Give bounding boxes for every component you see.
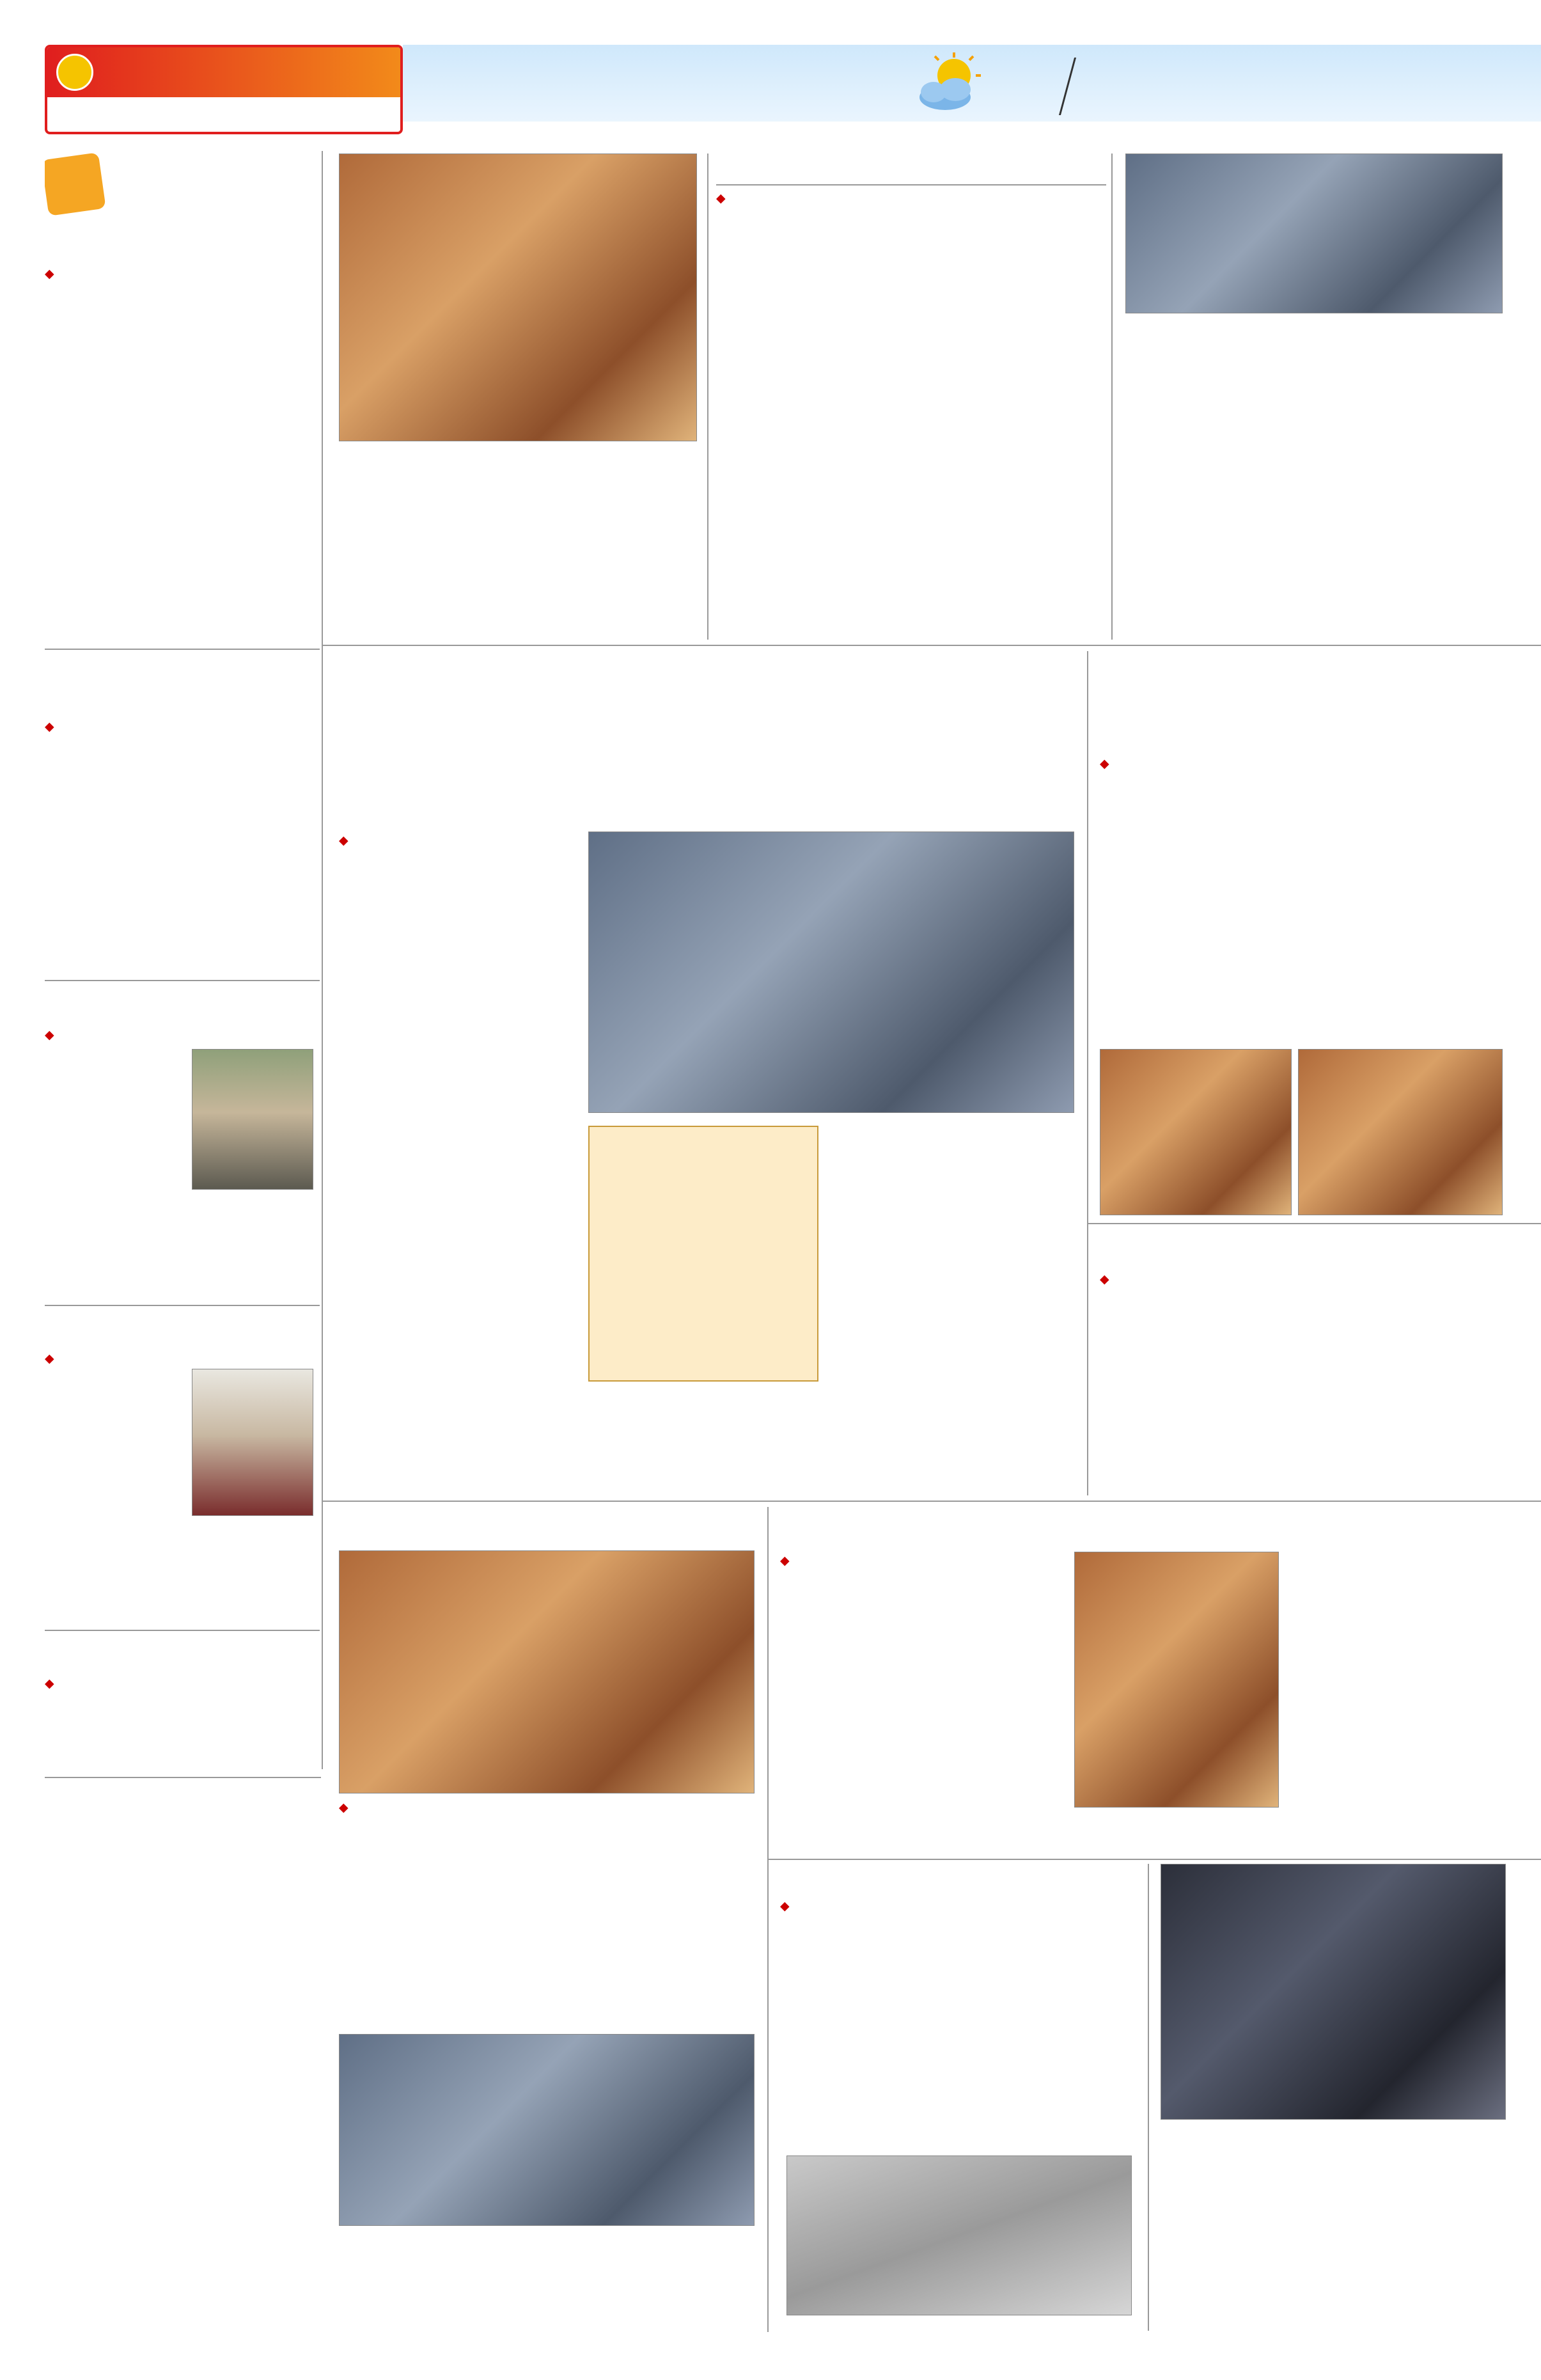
top-row-rule-1 (707, 154, 708, 640)
skating-top-rule (769, 1859, 1541, 1860)
devi-pooja-headline (339, 1507, 767, 1545)
artists-photo (1074, 1552, 1279, 1808)
karmika-headline-rule (716, 184, 1106, 185)
bjp-mahila-body: ◆ (1100, 757, 1109, 771)
info-box (588, 1126, 818, 1382)
logo-emblem-icon (56, 54, 93, 91)
kirusuddi-label (109, 165, 237, 203)
brief-body-3: ◆ (45, 1028, 54, 1042)
nursing-college-photo (339, 2034, 755, 2226)
logo-banner (47, 47, 400, 97)
page-number (201, 109, 329, 134)
caste-census-caption (339, 446, 697, 638)
missing-person-photo-1 (192, 1049, 313, 1190)
wrestling-photo (1161, 1864, 1506, 2120)
karmika-body: ◆ (716, 191, 726, 205)
skating-photo (786, 2155, 1132, 2315)
labour-day-group-photo (1125, 154, 1503, 313)
bottom-mid-rule-2 (1148, 1864, 1149, 2331)
bottom-strip-rule (45, 1777, 321, 1778)
brief-title-3 (45, 985, 320, 1021)
bottom-mid-rule-1 (767, 1507, 769, 2332)
wrestling-caption (1161, 2125, 1506, 2329)
sslc-headline (1100, 1228, 1509, 1266)
caste-census-photo (339, 154, 697, 441)
logo-block (45, 45, 403, 134)
brief-body-1: ◆ (45, 267, 54, 281)
sslc-top-rule (1088, 1223, 1541, 1224)
max-temp-degree (1046, 67, 1059, 86)
brief-divider-4 (45, 1630, 320, 1631)
edition-title (678, 51, 921, 122)
hand-pointer-icon (45, 152, 106, 216)
sslc-body: ◆ (1100, 1272, 1109, 1286)
karmika-headline (716, 154, 1106, 184)
min-temp-degree (1123, 67, 1136, 86)
brief-divider-1 (45, 649, 320, 650)
masthead (0, 0, 1541, 147)
skating-body: ◆ (780, 1899, 790, 1913)
sun-cloud-icon (914, 50, 985, 120)
granthalaya-body-right (831, 1126, 1074, 1497)
brief-divider-3 (45, 1305, 320, 1306)
missing-person-photo-2 (192, 1369, 313, 1516)
skating-headline (780, 1864, 1138, 1895)
max-temp (1004, 69, 1049, 107)
bjp-mahila-photo-1 (1100, 1049, 1292, 1215)
brief-body-2: ◆ (45, 720, 54, 734)
brief-title-4 (45, 1310, 320, 1346)
brief-title-5 (45, 1635, 320, 1671)
paper-name (104, 51, 391, 93)
brief-divider-2 (45, 980, 320, 981)
bjp-mahila-photo-2 (1298, 1049, 1503, 1215)
info-box-body (596, 1159, 812, 1376)
top-row-rule-2 (1111, 154, 1113, 640)
min-temp (1081, 69, 1125, 107)
top-row-bottom-rule (323, 645, 1541, 646)
nursing-caption (339, 2230, 755, 2326)
ashrama-headline (780, 1507, 1509, 1545)
ashrama-body-right (1292, 1552, 1503, 1852)
issue-date (1356, 77, 1509, 96)
labour-day-caption (1125, 317, 1503, 637)
mid-row-bottom-rule (323, 1501, 1541, 1502)
brief-body-5: ◆ (45, 1676, 54, 1690)
library-meeting-photo (588, 831, 1074, 1113)
left-column-rule (322, 151, 323, 1769)
granthalaya-headline (339, 691, 1074, 825)
granthalaya-body-left: ◆ (339, 833, 348, 847)
devi-pooja-body: ◆ (339, 1801, 348, 1815)
issue-city (1356, 100, 1483, 119)
brief-title-2 (45, 655, 320, 714)
info-box-title (596, 1132, 813, 1155)
granthalaya-kicker (339, 651, 1074, 687)
bjp-mahila-headline (1100, 651, 1509, 753)
kirusuddi-badge (45, 152, 237, 216)
ashrama-body-left: ◆ (780, 1554, 790, 1568)
brief-title-1 (45, 223, 320, 261)
issue-day (1356, 54, 1496, 75)
devi-pooja-photo (339, 1550, 755, 1793)
mid-row-rule (1087, 651, 1088, 1495)
brief-body-4: ◆ (45, 1352, 54, 1366)
